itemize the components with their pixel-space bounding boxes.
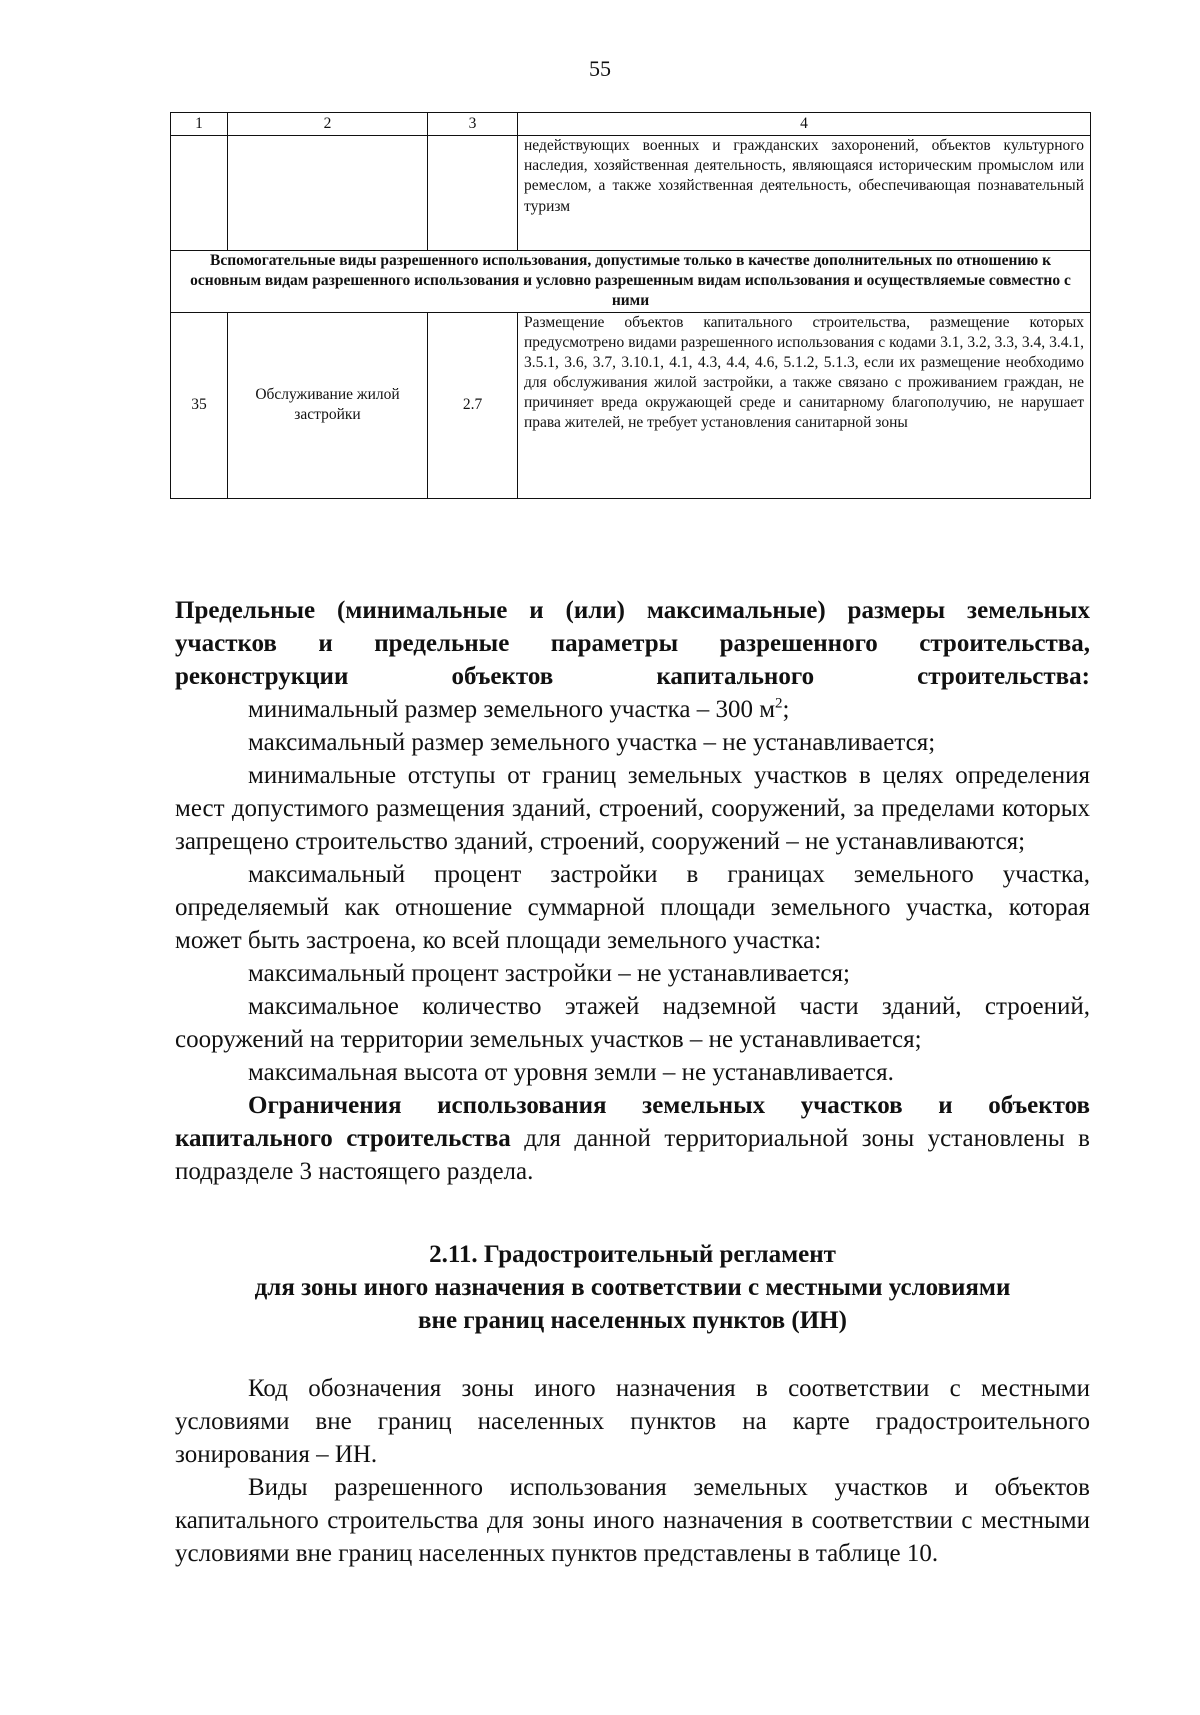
section-title-line: для зоны иного назначения в соответствии с местными условиями [254, 1274, 1011, 1301]
use-name: Обслуживание жилой застройки [228, 312, 428, 498]
max-size-paragraph: максимальный размер земельного участка – не устанавливается; [248, 729, 936, 756]
use-code: 2.7 [428, 312, 518, 498]
continuation-description: недействующих военных и гражданских захоронений, объектов культурного наследия, хозяйственная деятельность, являющаяся историческим промыслом или ремеслом, а также хозяйственная деятельность, обеспечивающая познавательный туризм [518, 136, 1091, 251]
restrictions-bold: Ограничения использования земельных участков и объектов капитального строительства [175, 1092, 1090, 1152]
setbacks-paragraph: минимальные отступы от границ земельных участков в целях определения мест допустимого размещения зданий, строений, сооружений, за пределами которых запрещено строительство зданий, строений, сооружений – не устанавливаются; [175, 762, 1090, 855]
restrictions-paragraph [175, 1089, 1090, 1188]
page-number: 55 [589, 56, 611, 81]
table-row [171, 312, 1091, 498]
restrictions-rest: для данной территориальной зоны установлены в подразделе 3 настоящего раздела. [175, 1125, 1090, 1185]
zone-code-paragraph: Код обозначения зоны иного назначения в соответствии с местными условиями вне границ населенных пунктов на карте градостроительного зонирования – ИН. [175, 1375, 1090, 1468]
min-size-text: минимальный размер земельного участка – 300 м [248, 696, 776, 723]
permitted-uses-paragraph: Виды разрешенного использования земельных участков и объектов капитального строительства для зоны иного назначения в соответствии с местными условиями вне границ населенных пунктов представлены в таблице 10. [175, 1474, 1090, 1567]
section-title-line: вне границ населенных пунктов (ИН) [418, 1307, 847, 1334]
min-size-paragraph [175, 693, 1090, 726]
auxiliary-uses-heading: Вспомогательные виды разрешенного использования, допустимые только в качестве дополнительных по отношению к основным видам разрешенного использования и условно разрешенным видам использования и осуществляемые совместно с ними [171, 251, 1091, 312]
section-title-line: 2.11. Градостроительный регламент [429, 1241, 836, 1268]
max-height-paragraph: максимальная высота от уровня земли – не устанавливается. [248, 1059, 894, 1086]
min-size-end: ; [782, 696, 790, 723]
table-header-cell: 3 [428, 113, 518, 136]
table-cell [171, 136, 228, 251]
max-percent-paragraph: максимальный процент застройки – не устанавливается; [248, 960, 850, 987]
table-row [171, 136, 1091, 251]
table-header-row [171, 113, 1091, 136]
table-section-row [171, 251, 1091, 312]
table-cell [228, 136, 428, 251]
limits-section [175, 594, 1090, 1188]
section-body [175, 1372, 1090, 1570]
table-header-cell: 4 [518, 113, 1091, 136]
section-title [175, 1238, 1090, 1337]
limits-heading: Предельные (минимальные и (или) максимальные) размеры земельных участков и предельные параметры разрешенного строительства, реконструкции объектов капитального строительства: [175, 597, 1090, 690]
table-header-cell: 1 [171, 113, 228, 136]
table-header-cell: 2 [228, 113, 428, 136]
use-description: Размещение объектов капитального строительства, размещение которых предусмотрено видами разрешенного использования с кодами 3.1, 3.2, 3.3, 3.4, 3.4.1, 3.5.1, 3.6, 3.7, 3.10.1, 4.1, 4.3, 4.4, 4.6, 5.1.2, 5.1.3, если их размещение необходимо для обслуживания жилой застройки, а также связано с проживанием граждан, не причиняет вреда окружающей среде и санитарному благополучию, не нарушает права жителей, не требует установления санитарной зоны [518, 312, 1091, 498]
table-cell [428, 136, 518, 251]
permitted-use-table [170, 112, 1091, 499]
min-size-superscript: 2 [775, 695, 783, 712]
max-floors-paragraph: максимальное количество этажей надземной части зданий, строений, сооружений на территории земельных участков – не устанавливается; [175, 993, 1090, 1053]
row-number: 35 [171, 312, 228, 498]
max-percent-definition: максимальный процент застройки в границах земельного участка, определяемый как отношение суммарной площади земельного участка, которая может быть застроена, ко всей площади земельного участка: [175, 861, 1090, 954]
